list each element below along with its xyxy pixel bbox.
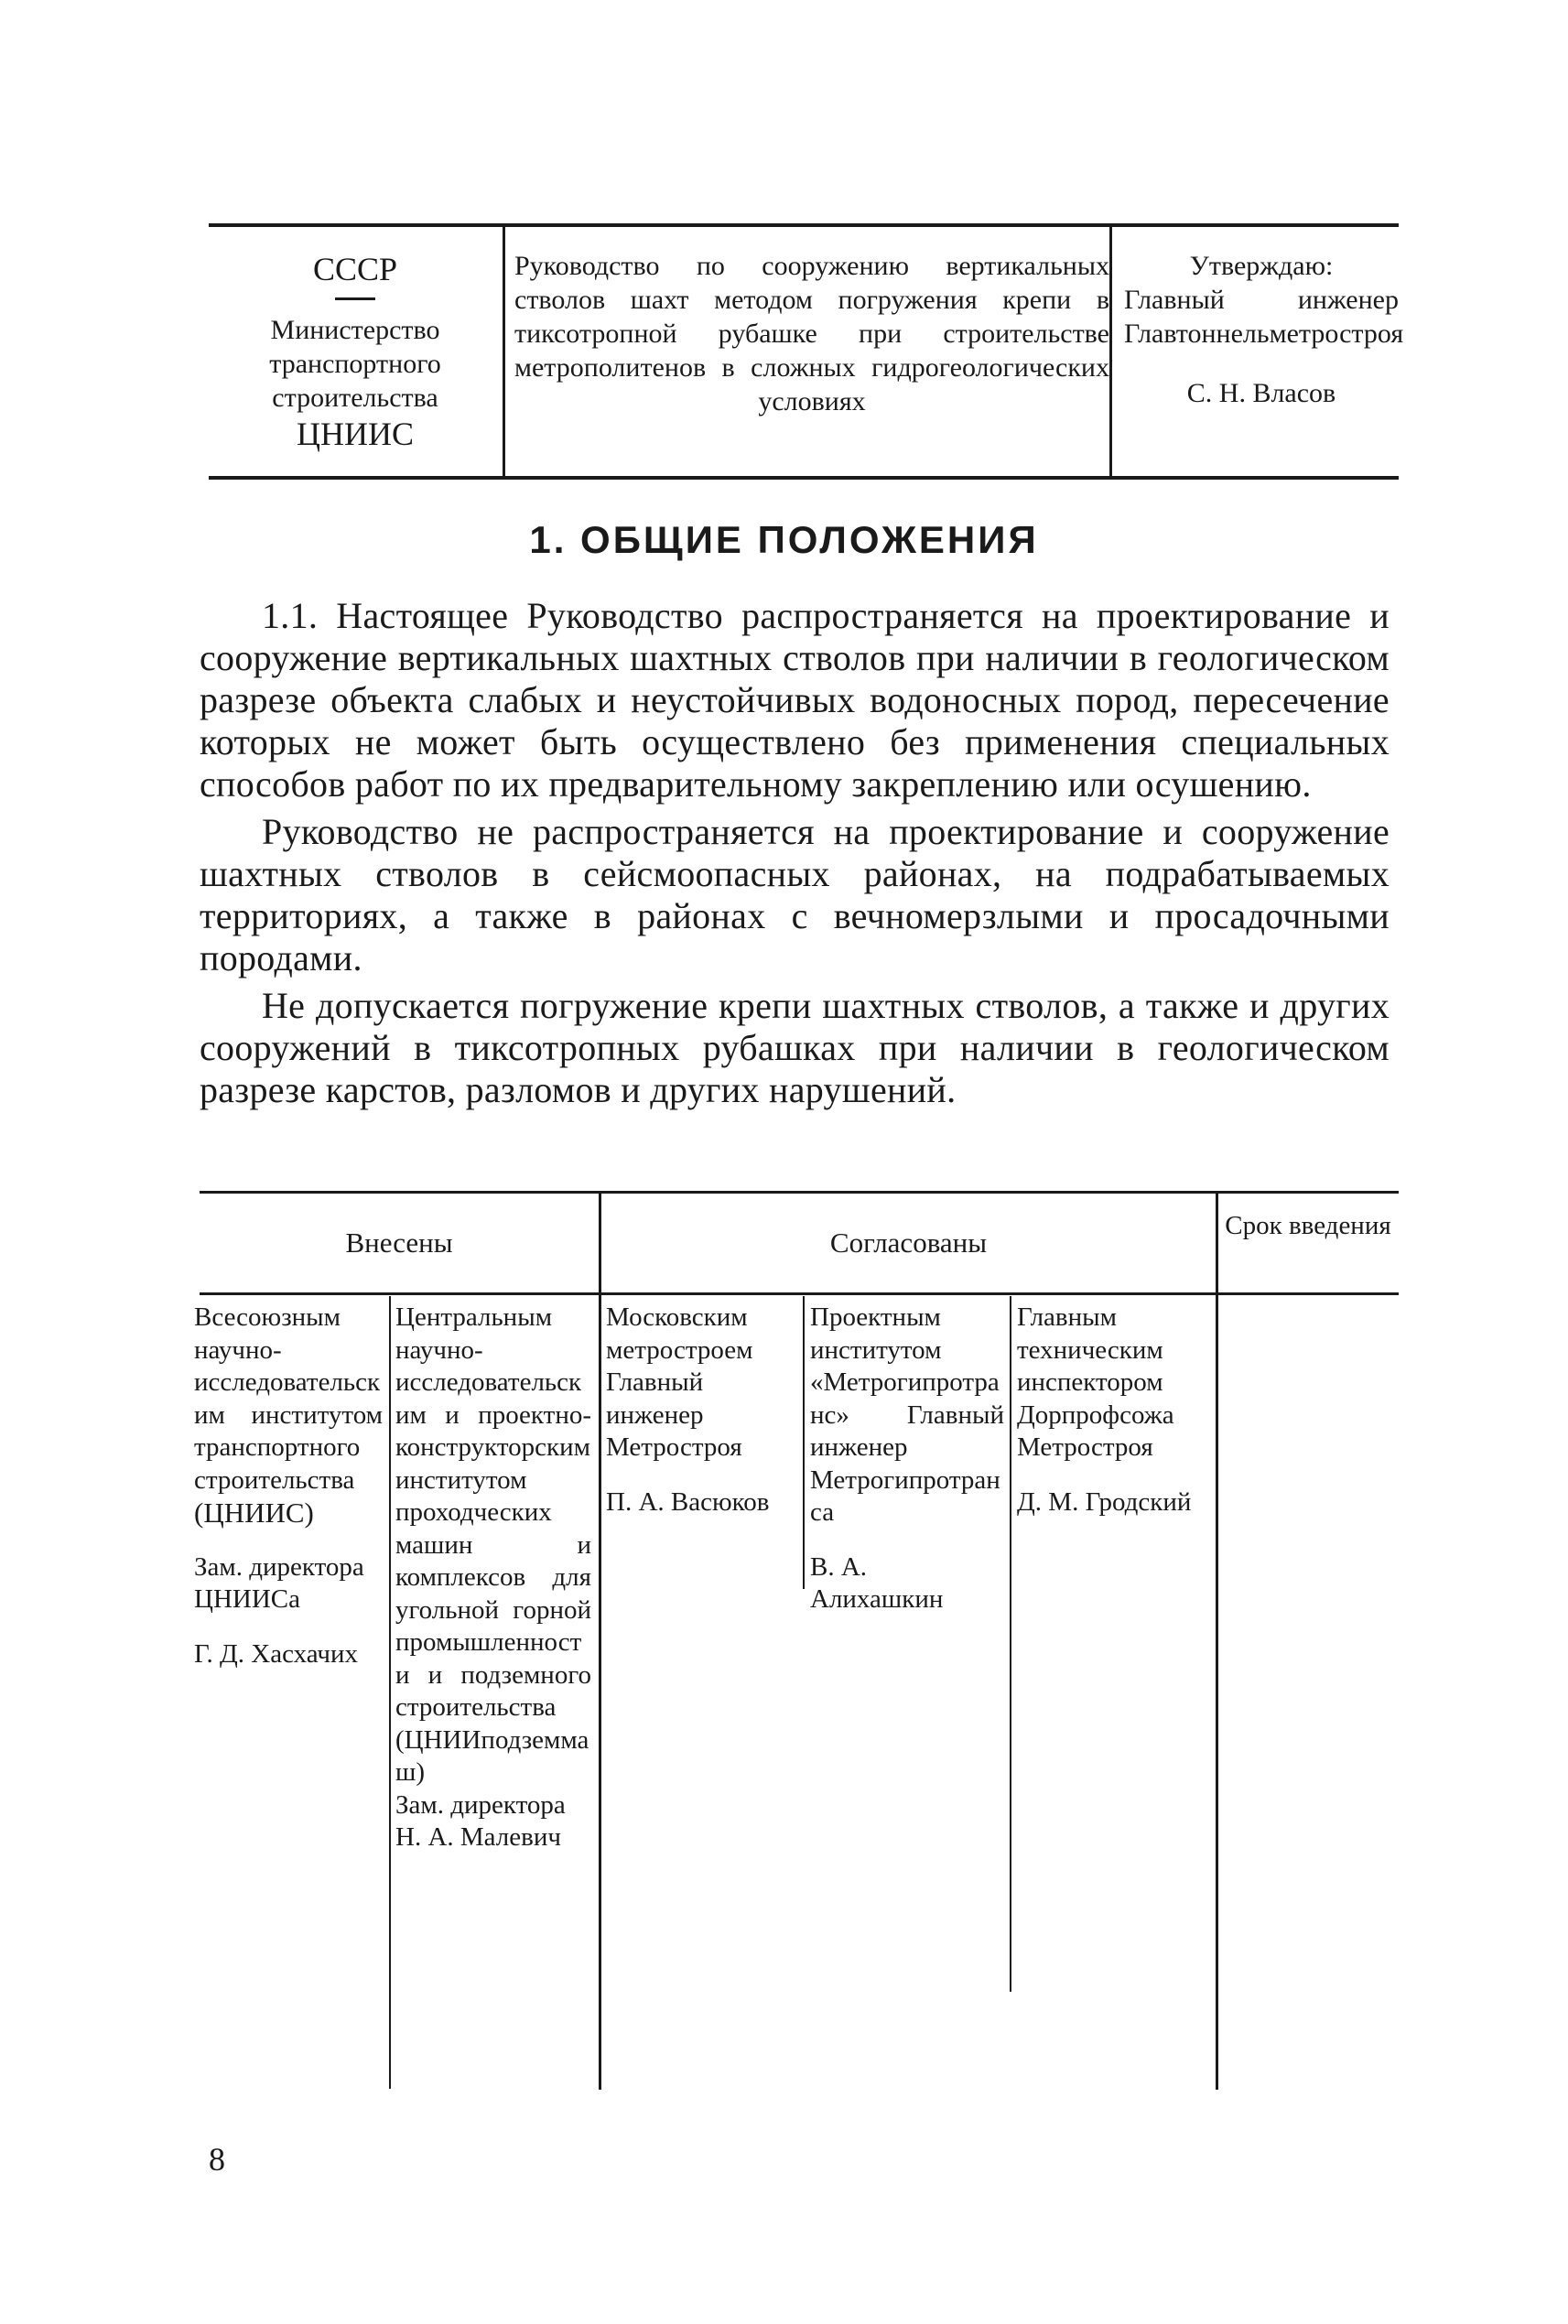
submitter-2-name: Н. А. Малевич [395, 1822, 561, 1852]
agreed-1-name: П. А. Васюков [606, 1486, 770, 1517]
paragraph-1-1: 1.1. Настоящее Руководство распространяется на проектирование и сооружение вертикальных шахтных стволов при наличии в геологическом разрезе объекта слабых и неустойчивых водоносных пород, пересечение которых не может быть осуществлено без применения специальных способов работ по их предварительному закреплению или осушению. [200, 595, 1390, 805]
approver-name: С. Н. Власов [1186, 378, 1336, 408]
table-header-submitted: Внесены [345, 1227, 453, 1259]
document-title: Руководство по сооружению вертикальных стволов шахт методом погружения крепи в тиксотропной рубашке при строительстве метрополитенов в сложных гидрогеологических условиях [514, 251, 1109, 416]
submitter-2-org: Центральным научно-исследовательским и проектно-конструкторским институтом проходческих машин и комплексов для угольной горной промышленности и подземного строительства [395, 1303, 591, 1722]
table-header-agreed: Согласованы [829, 1227, 988, 1259]
table-cell-submitter-1 [194, 1302, 383, 1670]
table-divider-sub-4 [1010, 1296, 1011, 1992]
section-body [200, 595, 1390, 1117]
table-cell-submitter-2 [395, 1302, 591, 1854]
header-divider-2 [1109, 225, 1112, 478]
table-top-rule [200, 1191, 1399, 1194]
approval-block [1124, 249, 1404, 410]
org-ministry: Министерство транспортного строительства [269, 315, 441, 413]
agreed-1-org: Московским метростроем Главный инженер Метростроя [606, 1303, 753, 1462]
table-cell-agreed-2 [810, 1302, 1004, 1616]
submitter-1-org: Всесоюзным научно-исследовательским институтом транспортного строительства [194, 1303, 383, 1495]
submitter-2-abbr: (ЦНИИподземмаш) [395, 1724, 589, 1787]
table-header-rule [200, 1292, 1399, 1295]
agreed-2-name: В. А. Алихашкин [810, 1551, 944, 1614]
agreed-3-name: Д. М. Гродский [1017, 1486, 1192, 1517]
org-dash [335, 297, 375, 300]
table-cell-agreed-1 [606, 1302, 796, 1519]
agreed-2-org: Проектным институтом «Метрогипротранс» Главный инженер Метрогипротранса [810, 1303, 1004, 1527]
table-divider-sub-1 [389, 1296, 391, 2089]
paragraph-prohibition: Не допускается погружение крепи шахтных стволов, а также и других сооружений в тиксотропных рубашках при наличии в геологическом разрезе карстов, разломов и других нарушений. [200, 985, 1390, 1110]
issuing-organization [209, 250, 502, 453]
agreed-3-org: Главным техническим инспектором Дорпрофсожа Метростроя [1017, 1303, 1174, 1462]
table-divider-main-1 [599, 1193, 601, 2090]
submitter-2-position: Зам. директора [395, 1789, 566, 1820]
submitter-1-position: Зам. директора ЦНИИСа [194, 1551, 364, 1614]
table-divider-sub-3 [803, 1296, 805, 1589]
table-header-effective-date: Срок введения [1225, 1211, 1391, 1240]
approval-label: Утверждаю: [1189, 251, 1334, 281]
section-title: 1. ОБЩИЕ ПОЛОЖЕНИЯ [529, 518, 1039, 561]
page-number: 8 [209, 2141, 225, 2178]
org-country: СССР [312, 251, 398, 287]
paragraph-scope-exclusion: Руководство не распространяется на проектирование и сооружение шахтных стволов в сейсмоопасных районах, на подрабатываемых территориях, а также в районах с вечномерзлыми и просадочными породами. [200, 811, 1390, 978]
table-divider-main-2 [1216, 1193, 1218, 2090]
submitter-1-abbr: (ЦНИИС) [194, 1497, 314, 1529]
submitter-1-name: Г. Д. Хасхачих [194, 1638, 359, 1669]
header-top-rule [209, 223, 1399, 227]
header-bottom-rule [209, 476, 1399, 480]
header-divider-1 [503, 225, 505, 478]
approver-position: Главный инженер Главтоннельметростроя [1124, 285, 1404, 349]
org-institute: ЦНИИС [296, 416, 414, 452]
table-cell-agreed-3 [1017, 1302, 1211, 1519]
